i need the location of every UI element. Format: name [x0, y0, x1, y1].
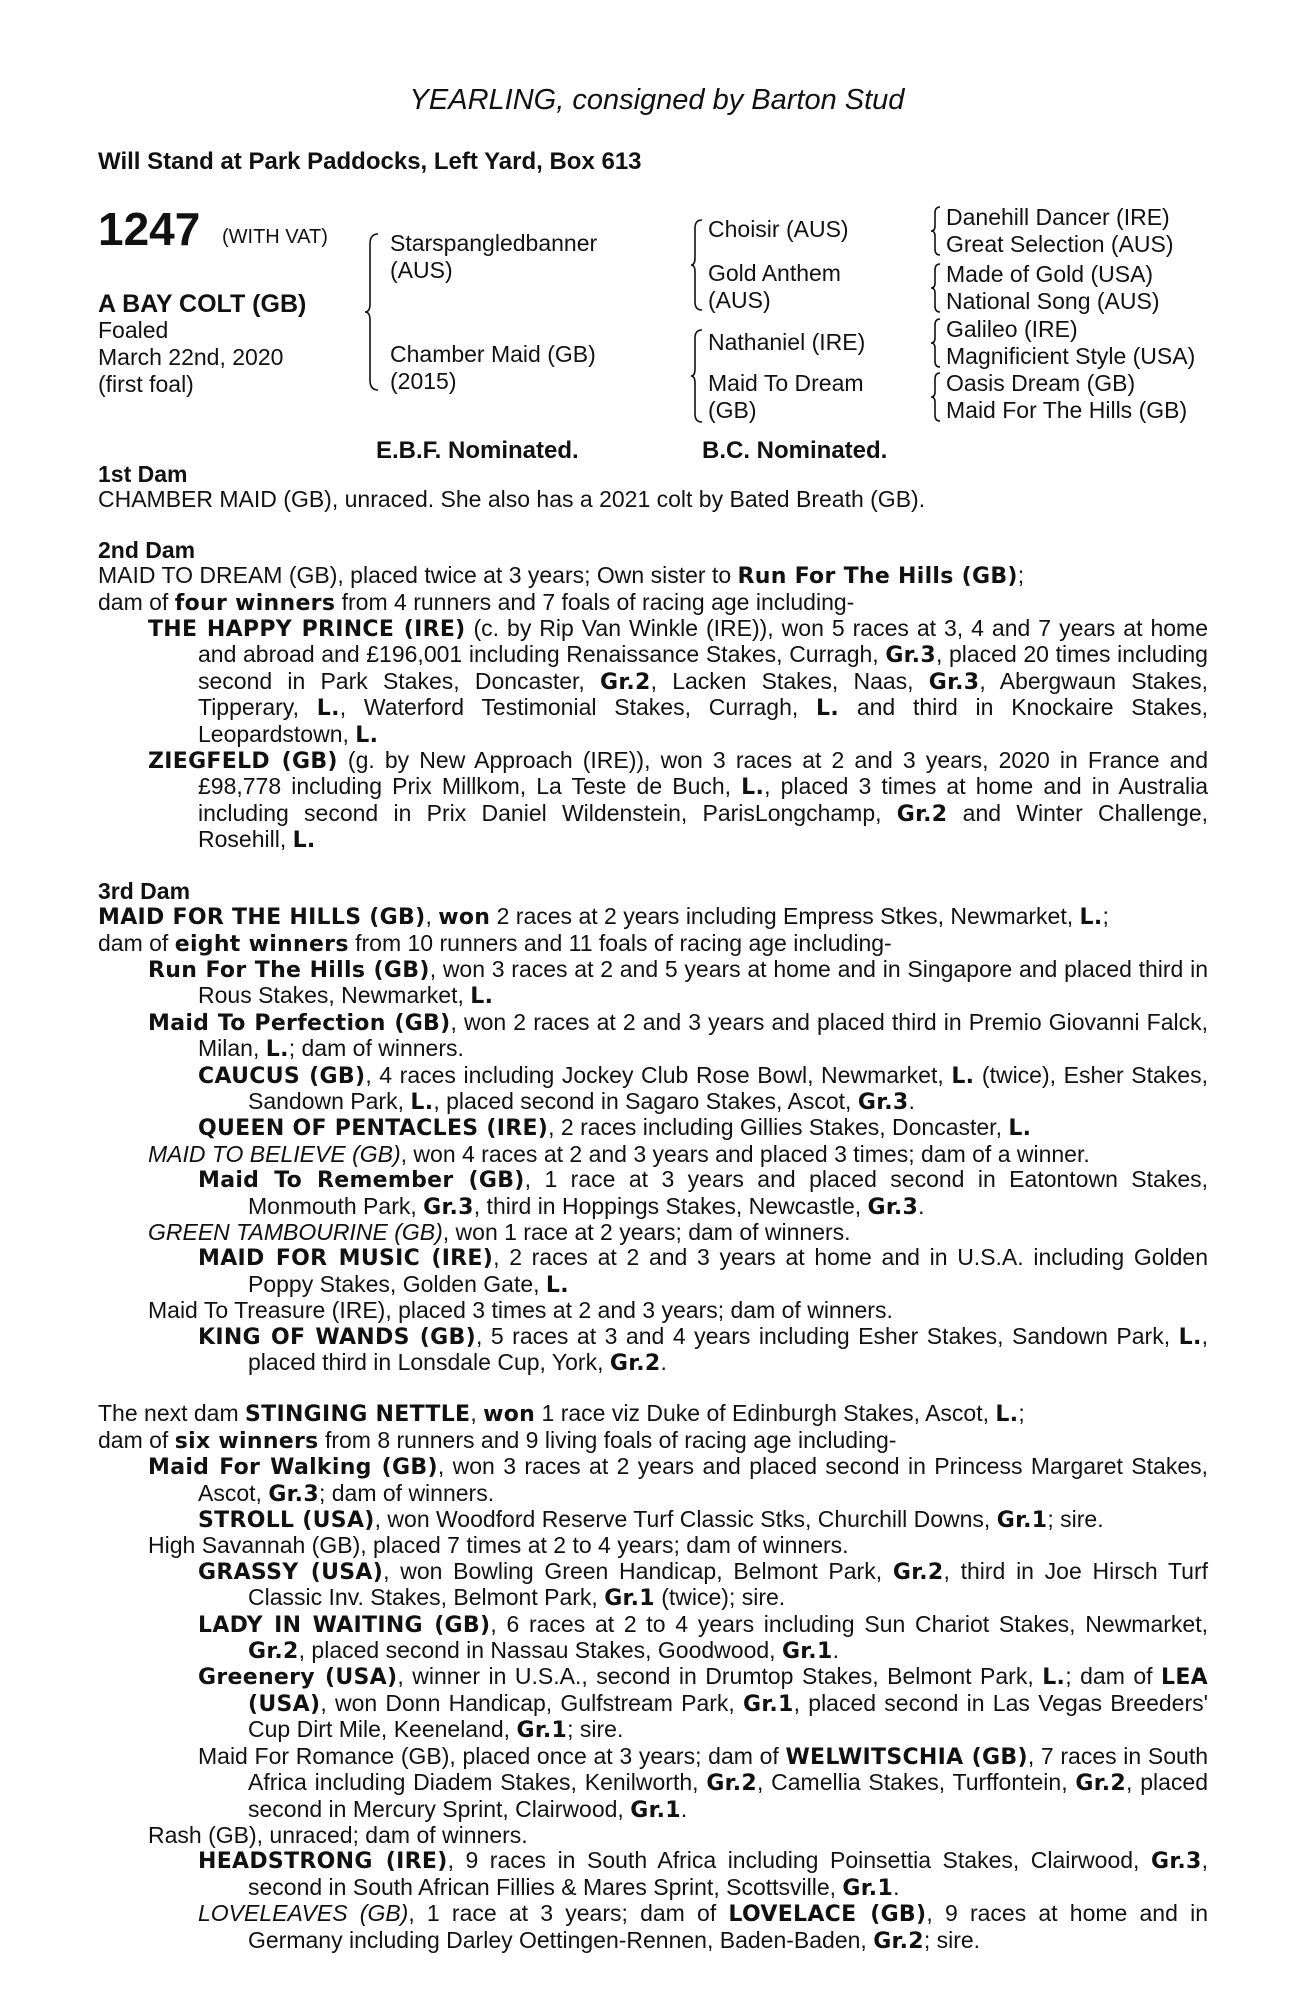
produce-entry: MAID TO BELIEVE (GB), won 4 races at 2 and 3 years and placed 3 times; dam of a winner. [148, 1140, 1090, 1167]
dam-sire: Nathaniel (IRE) [708, 329, 866, 355]
pedigree-brace-main [364, 232, 380, 392]
g3-sire-sire-dam: Great Selection (AUS) [946, 231, 1174, 257]
produce-entry: THE HAPPY PRINCE (IRE) (c. by Rip Van Winkle (IRE)), won 5 races at 3, 4 and 7 years at home and abroad and £196,001 including Renaissance Stakes, Curragh, Gr.3, placed 20 times including second in Park Stakes, Doncaster, Gr.2, Lacken Stakes, Naas, Gr.3, Abergwaun Stakes, Tipperary, L., Waterford Testimonial Stakes, Curragh, L. and third in Knockaire Stakes, Leopardstown, L. [148, 615, 1208, 748]
g3-pair-3 [946, 316, 1195, 370]
produce-entry: LADY IN WAITING (GB), 6 races at 2 to 4 years including Sun Chariot Stakes, Newmarket, Gr.2, placed second in Nassau Stakes, Goodwood, Gr.1. [198, 1610, 1208, 1665]
produce-entry: CAUCUS (GB), 4 races including Jockey Club Rose Bowl, Newmarket, L. (twice), Esher Stakes, Sandown Park, L., placed second in Sagaro Stakes, Ascot, Gr.3. [198, 1061, 1208, 1115]
sire-dam-name: Gold Anthem [708, 260, 841, 286]
bc-nomination: B.C. Nominated. [702, 437, 888, 464]
page-heading: YEARLING, consigned by Barton Stud [409, 84, 905, 116]
produce-entry: Maid For Walking (GB), won 3 races at 2 years and placed second in Princess Margaret Stakes, Ascot, Gr.3; dam of winners. [148, 1453, 1208, 1507]
sire-dam-country: (AUS) [708, 287, 771, 313]
dam-name: Chamber Maid (GB) [390, 341, 596, 367]
produce-entry: High Savannah (GB), placed 7 times at 2 to 4 years; dam of winners. [148, 1532, 849, 1559]
dam-year: (2015) [390, 368, 457, 394]
produce-entry: Rash (GB), unraced; dam of winners. [148, 1821, 528, 1848]
produce-entry: Greenery (USA), winner in U.S.A., second in Drumtop Stakes, Belmont Park, L.; dam of LEA (USA), won Donn Handicap, Gulfstream Park, Gr.1, placed second in Las Vegas Breeders' Cup Dirt Mile, Keeneland, Gr.1; sire. [198, 1663, 1209, 1744]
g3-sire-dam-sire: Made of Gold (USA) [946, 261, 1154, 287]
pedigree-brace-g3-1 [930, 205, 942, 257]
produce-entry: Maid To Remember (GB), 1 race at 3 years and placed second in Eatontown Stakes, Monmouth Park, Gr.3, third in Hoppings Stakes, Newcastle, Gr.3. [198, 1166, 1208, 1220]
sire-name: Starspangledbanner [390, 230, 598, 256]
next-dam-text: The next dam STINGING NETTLE, won 1 race viz Duke of Edinburgh Stakes, Ascot, L.; dam of six winners from 8 runners and 9 living foals of racing age including- [98, 1400, 1025, 1454]
g3-pair-2 [946, 261, 1160, 315]
produce-entry: STROLL (USA), won Woodford Reserve Turf Classic Stks, Churchill Downs, Gr.1; sire. [198, 1506, 1104, 1534]
pedigree-sire [390, 230, 597, 284]
g3-dam-dam-sire: Oasis Dream (GB) [946, 370, 1136, 396]
g3-sire-sire-sire: Danehill Dancer (IRE) [946, 204, 1170, 230]
produce-entry: HEADSTRONG (IRE), 9 races in South Africa including Poinsettia Stakes, Clairwood, Gr.3, second in South African Fillies & Mares Sprint, Scottsville, Gr.1. [198, 1847, 1208, 1901]
sire-country: (AUS) [390, 257, 453, 283]
g3-dam-sire-dam: Magnificient Style (USA) [946, 343, 1196, 369]
third-dam-title: 3rd Dam [98, 877, 191, 904]
foaled-label: Foaled [98, 317, 169, 343]
foal-note: (first foal) [98, 371, 194, 397]
g3-pair-1 [946, 204, 1174, 258]
produce-entry: QUEEN OF PENTACLES (IRE), 2 races including Gillies Stakes, Doncaster, L. [198, 1114, 1032, 1142]
foaled-date: March 22nd, 2020 [98, 344, 284, 370]
horse-name: A BAY COLT (GB) [98, 290, 307, 318]
produce-entry: GRASSY (USA), won Bowling Green Handicap, Belmont Park, Gr.2, third in Joe Hirsch Turf Classic Inv. Stakes, Belmont Park, Gr.1 (twice); sire. [198, 1557, 1209, 1612]
pedigree-brace-dam [690, 328, 704, 424]
pedigree-brace-g3-2 [930, 262, 942, 314]
first-dam-text: CHAMBER MAID (GB), unraced. She also has a 2021 colt by Bated Breath (GB). [98, 486, 926, 513]
produce-entry: KING OF WANDS (GB), 5 races at 3 and 4 years including Esher Stakes, Sandown Park, L., placed third in Lonsdale Cup, York, Gr.2. [198, 1322, 1208, 1376]
stable-location: Will Stand at Park Paddocks, Left Yard, Box 613 [98, 148, 642, 175]
produce-entry: Run For The Hills (GB), won 3 races at 2 and 5 years at home and in Singapore and placed third in Rous Stakes, Newmarket, L. [148, 955, 1208, 1010]
sire-dam [708, 260, 841, 314]
g3-dam-dam-dam: Maid For The Hills (GB) [946, 397, 1188, 423]
pedigree-brace-g3-4 [930, 371, 942, 423]
horse-foaling-info [98, 317, 283, 398]
produce-entry: Maid To Treasure (IRE), placed 3 times at 2 and 3 years; dam of winners. [148, 1297, 893, 1324]
produce-entry: MAID FOR MUSIC (IRE), 2 races at 2 and 3 years at home and in U.S.A. including Golden Poppy Stakes, Golden Gate, L. [198, 1244, 1208, 1298]
pedigree-brace-sire [690, 218, 704, 312]
produce-entry: ZIEGFELD (GB) (g. by New Approach (IRE)), won 3 races at 2 and 3 years, 2020 in France and £98,778 including Prix Millkom, La Teste de Buch, L., placed 3 times at home and in Australia including second in Prix Daniel Wildenstein, ParisLongchamp, Gr.2 and Winter Challenge, Rosehill, L. [148, 747, 1209, 854]
ebf-nomination: E.B.F. Nominated. [376, 437, 579, 464]
second-dam-text: MAID TO DREAM (GB), placed twice at 3 years; Own sister to Run For The Hills (GB); dam of four winners from 4 runners and 7 foals of racing age including- [98, 562, 1025, 616]
second-dam-title: 2nd Dam [98, 536, 196, 563]
dam-dam-name: Maid To Dream [708, 370, 864, 396]
pedigree-dam [390, 341, 596, 395]
produce-record [98, 462, 1208, 1954]
g3-pair-4 [946, 370, 1187, 424]
produce-entry: LOVELEAVES (GB), 1 race at 3 years; dam of LOVELACE (GB), 9 races at home and in Germany including Darley Oettingen-Rennen, Baden-Baden, Gr.2; sire. [198, 1900, 1208, 1954]
pedigree-brace-g3-3 [930, 317, 942, 369]
sire-sire: Choisir (AUS) [708, 216, 849, 242]
lot-number: 1247 [98, 203, 201, 255]
g3-sire-dam-dam: National Song (AUS) [946, 288, 1160, 314]
dam-dam [708, 370, 864, 424]
dam-dam-country: (GB) [708, 397, 757, 423]
produce-entry: Maid For Romance (GB), placed once at 3 years; dam of WELWITSCHIA (GB), 7 races in South Africa including Diadem Stakes, Kenilworth, Gr.2, Camellia Stakes, Turffontein, Gr.2, placed second in Mercury Sprint, Clairwood, Gr.1. [198, 1742, 1209, 1823]
produce-entry: GREEN TAMBOURINE (GB), won 1 race at 2 years; dam of winners. [148, 1218, 851, 1245]
g3-dam-sire-sire: Galileo (IRE) [946, 316, 1078, 342]
first-dam-title: 1st Dam [98, 461, 188, 487]
third-dam-text: MAID FOR THE HILLS (GB), won 2 races at 2 years including Empress Stkes, Newmarket, L.; dam of eight winners from 10 runners and 11 foals of racing age including- [98, 903, 1109, 957]
lot-vat-note: (WITH VAT) [222, 226, 328, 248]
produce-entry: Maid To Perfection (GB), won 2 races at 2 and 3 years and placed third in Premio Giovanni Falck, Milan, L.; dam of winners. [148, 1008, 1208, 1063]
